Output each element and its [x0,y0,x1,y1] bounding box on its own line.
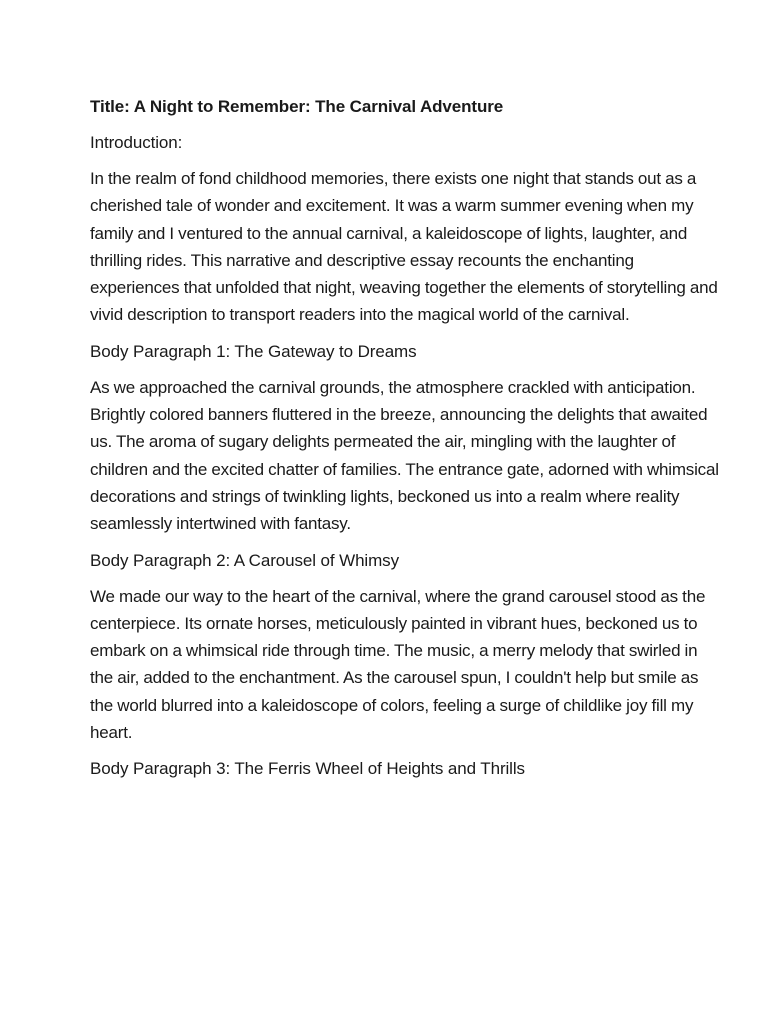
section-paragraph-body-1: As we approached the carnival grounds, the atmosphere crackled with anticipation. Brightly colored banners fluttered in the breeze, announcing the delights that awaited us. The aroma of sugary delights permeated the air, mingling with the laughter of children and the excited chatter of families. The entrance gate, adorned with whimsical decorations and strings of twinkling lights, beckoned us into a realm where reality seamlessly intertwined with fantasy. [90,377,719,534]
section-paragraph-introduction: In the realm of fond childhood memories, there exists one night that stands out as a cherished tale of wonder and excitement. It was a warm summer evening when my family and I ventured to the annual carnival, a kaleidoscope of lights, laughter, and thrilling rides. This narrative and descriptive essay recounts the enchanting experiences that unfolded that night, weaving together the elements of storytelling and vivid description to transport readers into the magical world of the carnival. [90,169,718,325]
section-heading-body-1: Body Paragraph 1: The Gateway to Dreams [90,341,417,361]
document-title: Title: A Night to Remember: The Carnival Adventure [90,97,504,116]
document-page [90,93,720,791]
section-heading-body-2: Body Paragraph 2: A Carousel of Whimsy [90,550,399,570]
section-paragraph-body-2: We made our way to the heart of the carnival, where the grand carousel stood as the centerpiece. Its ornate horses, meticulously painted in vibrant hues, beckoned us to embark on a whimsical ride through time. The music, a merry melody that swirled in the air, added to the enchantment. As the carousel spun, I couldn't help but smile as the world blurred into a kaleidoscope of colors, feeling a surge of childlike joy fill my heart. [90,586,706,743]
section-heading-body-3: Body Paragraph 3: The Ferris Wheel of Heights and Thrills [90,759,525,779]
section-heading-introduction: Introduction: [90,133,183,152]
